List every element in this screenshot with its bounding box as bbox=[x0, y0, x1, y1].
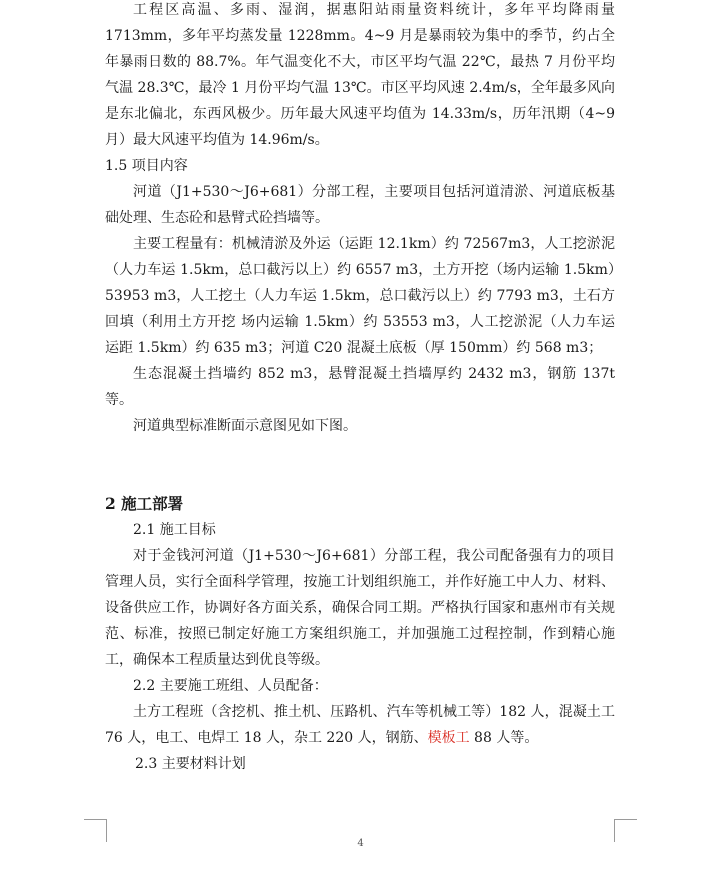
section-heading-2-1: 2.1 施工目标 bbox=[133, 522, 216, 538]
crew-text-highlighted: 模板工 bbox=[427, 730, 470, 746]
section-heading-2-2: 2.2 主要施工班组、人员配备： bbox=[133, 678, 328, 694]
target-paragraph: 对于金钱河河道（J1+530～J6+681）分部工程，我公司配备强有力的项目管理人员，实行全面科学管理，按施工计划组织施工，并作好施工中人力、材料、设备供应工作，协调好各方面关系，确保合同工期。严格执行国家和惠州市有关规范、标准，按照已制定好施工方案组织施工，并加强施工过程控制，作到精心施工，确保本工程质量达到优良等级。 bbox=[105, 548, 615, 668]
section-heading-1-5: 1.5 项目内容 bbox=[105, 158, 188, 174]
retaining-walls-paragraph: 生态混凝土挡墙约 852 m3，悬臂混凝土挡墙厚约 2432 m3，钢筋 137t 等。 bbox=[105, 366, 615, 408]
body-text bbox=[105, 0, 615, 777]
climate-paragraph: 工程区高温、多雨、湿润，据惠阳站雨量资料统计，多年平均降雨量 1713mm，多年平均蒸发量 1228mm。4~9 月是暴雨较为集中的季节，约占全年暴雨日数的 88.7%。年气温变化不大，市区平均气温 22℃，最热 7 月份平均气温 28.3℃，最冷 1 月份平均气温 13℃。市区平均风速 2.4m/s，全年最多风向是东北偏北，东西风极少。历年最大风速平均值为 14.33m/s，历年汛期（4~9 月）最大风速平均值为 14.96m/s。 bbox=[105, 2, 615, 148]
page-number: 4 bbox=[357, 838, 364, 849]
quantities-paragraph: 主要工程量有：机械清淤及外运（运距 12.1km）约 72567m3，人工挖淤泥（人力车运 1.5km，总口截污以上）约 6557 m3，土方开挖（场内运输 1.5km）53953 m3，人工挖土（人力车运 1.5km，总口截污以上）约 7793 m3，土石方回填（利用土方开挖 场内运输 1.5km）约 53553 m3，人工挖淤泥（人力车运 运距 1.5km）约 635 m3；河道 C20 混凝土底板（厚 150mm）约 568 m3； bbox=[105, 236, 615, 356]
chapter-heading-2: 2 施工部署 bbox=[105, 494, 184, 513]
crew-paragraph bbox=[105, 699, 615, 751]
section-heading-2-3: 2.3 主要材料计划 bbox=[135, 756, 246, 772]
section-note-paragraph: 河道典型标准断面示意图见如下图。 bbox=[133, 418, 357, 434]
crew-text-after: 88 人等。 bbox=[469, 730, 539, 746]
crew-text-before: 土方工程班（含挖机、推土机、压路机、汽车等机械工等）182 人，混凝土工 76 人，电工、电焊工 18 人，杂工 220 人，钢筋、 bbox=[105, 704, 615, 746]
project-scope-paragraph: 河道（J1+530～J6+681）分部工程，主要项目包括河道清淤、河道底板基础处理、生态砼和悬臂式砼挡墙等。 bbox=[105, 184, 615, 226]
